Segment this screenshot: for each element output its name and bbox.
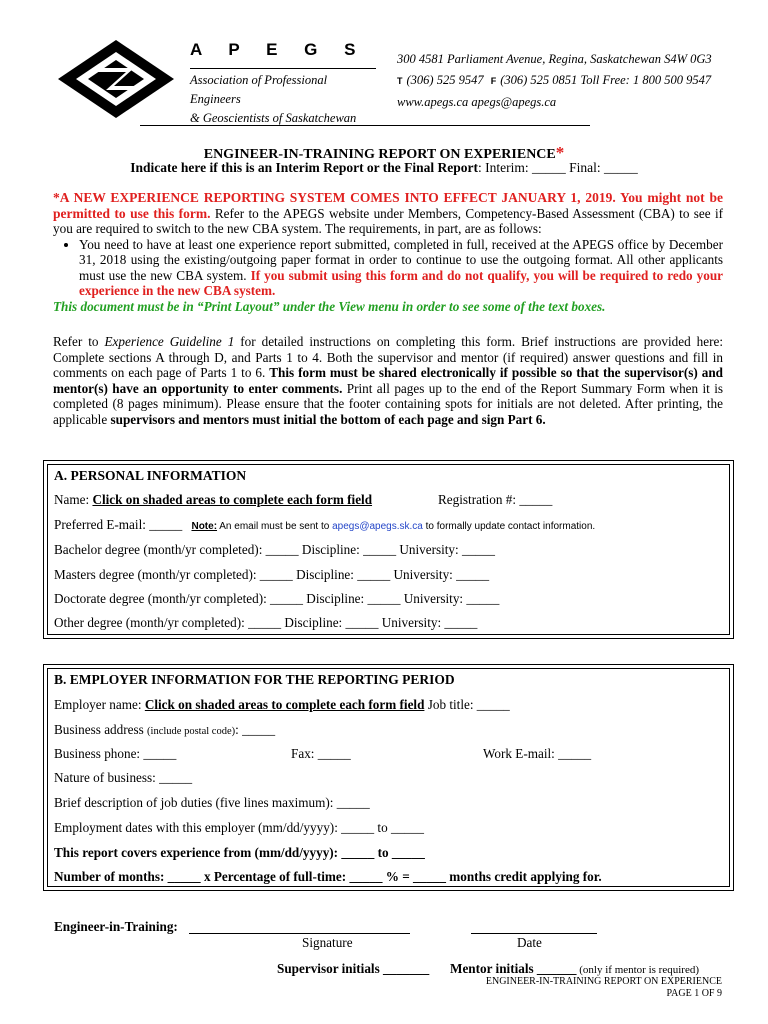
address-label: Business address — [54, 722, 148, 737]
header-divider — [140, 125, 590, 126]
form-title-text: ENGINEER-IN-TRAINING REPORT ON EXPERIENCE — [203, 147, 556, 162]
section-b-heading: B. EMPLOYER INFORMATION FOR THE REPORTING PERIOD — [54, 672, 455, 687]
fax-field[interactable]: Fax: _____ — [291, 746, 351, 761]
email-field[interactable]: Preferred E-mail: _____ — [54, 517, 183, 532]
address-hint: (include postal code) — [147, 726, 236, 737]
instr-sign: supervisors and mentors must initial the bottom of each page and sign Part 6. — [110, 411, 546, 427]
address: 300 4581 Parliament Avenue, Regina, Saskatchewan S4W 0G3 — [397, 52, 712, 66]
months-credit-field[interactable]: Number of months: _____ x Percentage of full-time: _____ % = _____ months credit applying for. — [54, 869, 602, 884]
employer-field[interactable]: Click on shaded areas to complete each form field — [144, 697, 425, 712]
org-name — [190, 68, 376, 128]
nature-of-business-field[interactable]: Nature of business: _____ — [54, 770, 193, 785]
note-email-link[interactable]: apegs@apegs.sk.ca — [332, 521, 423, 532]
signature-caption: Signature — [302, 935, 353, 950]
notice-bullets — [53, 237, 723, 299]
doctorate-row[interactable]: Doctorate degree (month/yr completed): _____ Discipline: _____ University: _____ — [54, 591, 500, 606]
mentor-initials-row — [450, 961, 699, 977]
title-asterisk: * — [555, 143, 565, 162]
name-label: Name: — [54, 492, 93, 507]
page-number: PAGE 1 OF 9 — [666, 988, 722, 999]
report-type-line — [0, 160, 768, 176]
note-label: Note: — [191, 521, 218, 532]
work-email-field[interactable]: Work E-mail: _____ — [483, 746, 592, 761]
notice-red-heading: *A NEW EXPERIENCE REPORTING SYSTEM COMES INTO EFFECT JANUARY 1, 2019. You might not be permitted to use this form. — [53, 190, 723, 221]
signature-line[interactable] — [189, 933, 410, 934]
registration-field[interactable]: Registration #: _____ — [438, 492, 553, 507]
employer-label: Employer name: — [54, 697, 145, 712]
email-row — [54, 517, 595, 533]
fax-label: F — [490, 76, 497, 86]
report-type-prompt: Indicate here if this is an Interim Report or the Final Report — [130, 160, 479, 175]
instr-4: Print all pages up to the end of the Report Summary Form when it is completed (8 pages minimum). Please ensure that the footer containing spots for initials are not deleted. After printing, the applicable — [53, 380, 723, 427]
mentor-note: (only if mentor is required) — [576, 964, 699, 976]
notice-text: Refer to the APEGS website under Members, Competency-Based Assessment (CBA) to see if you are required to switch to the new CBA system. The requirements, in part, are as follows: — [53, 205, 723, 236]
footer-title: ENGINEER-IN-TRAINING REPORT ON EXPERIENCE — [485, 976, 722, 987]
brand-name: A P E G S — [190, 40, 367, 59]
apegs-logo — [56, 38, 176, 120]
job-title-field[interactable]: Job title: _____ — [424, 697, 510, 712]
note-text-2: to formally update contact information. — [422, 521, 596, 532]
print-layout-note: This document must be in “Print Layout” under the View menu in order to see some of the text boxes. — [53, 298, 606, 314]
phone-line — [397, 70, 712, 92]
web-line: www.apegs.ca apegs@apegs.ca — [397, 95, 557, 109]
notice-bullet — [79, 237, 723, 299]
section-a-heading: A. PERSONAL INFORMATION — [54, 468, 247, 483]
address-field[interactable]: : _____ — [235, 722, 276, 737]
note-text: An email must be sent to — [217, 521, 333, 532]
fax: (306) 525 0851 Toll Free: 1 800 500 9547 — [500, 73, 712, 87]
org-line-2: & Geoscientists of Saskatchewan — [190, 111, 357, 125]
date-line[interactable] — [471, 933, 597, 934]
bullet-text: You need to have at least one experience report submitted, completed in full, received at the APEGS office by December 31, 2018 using the existing/outgoing paper format in order to continue to use the outgoing format. All other applicants must use the new CBA system. — [79, 236, 723, 283]
cba-notice — [53, 190, 723, 314]
business-address-row[interactable] — [54, 722, 275, 738]
eit-label: Engineer-in-Training: — [54, 919, 178, 934]
job-duties-field[interactable]: Brief description of job duties (five lines maximum): _____ — [54, 795, 370, 810]
employer-row — [54, 697, 510, 713]
masters-row[interactable]: Masters degree (month/yr completed): _____ Discipline: _____ University: _____ — [54, 567, 490, 582]
bachelor-row[interactable]: Bachelor degree (month/yr completed): _____ Discipline: _____ University: _____ — [54, 542, 495, 557]
instr-2: for detailed instructions on completing this form. Brief instructions are provided here: Complete sections A through D, and Parts 1 to 4. Both the supervisor and mentor (if required) answer questions and fill in comments on each page of Parts 1 to 6. — [53, 334, 723, 380]
instr-share: This form must be shared electronically if possible so that the supervisor(s) and mentor(s) have an opportunity to enter comments. — [53, 365, 723, 396]
phone-label: T — [397, 76, 403, 86]
mentor-initials[interactable]: Mentor initials ______ — [450, 961, 577, 976]
name-field[interactable]: Click on shaded areas to complete each form field — [92, 492, 373, 507]
name-row — [54, 492, 372, 508]
contact-block — [397, 49, 712, 113]
report-type-fields[interactable]: : Interim: _____ Final: _____ — [478, 160, 638, 175]
experience-period-field[interactable]: This report covers experience from (mm/dd/yyyy): _____ to _____ — [54, 845, 425, 860]
date-caption: Date — [517, 935, 542, 950]
instr-1: Refer to — [53, 334, 105, 349]
other-degree-row[interactable]: Other degree (month/yr completed): _____ Discipline: _____ University: _____ — [54, 615, 478, 630]
page-footer — [486, 976, 722, 1000]
business-phone-field[interactable]: Business phone: _____ — [54, 746, 177, 761]
org-line-1: Association of Professional Engineers — [190, 73, 328, 106]
instructions — [53, 334, 723, 427]
bullet-warning: If you submit using this form and do not qualify, you will be required to redo your experience in the new CBA system. — [79, 267, 724, 298]
phone: (306) 525 9547 — [406, 73, 484, 87]
employment-dates-field[interactable]: Employment dates with this employer (mm/dd/yyyy): _____ to _____ — [54, 820, 424, 835]
supervisor-initials[interactable]: Supervisor initials _______ — [277, 961, 430, 976]
guideline-ref: Experience Guideline 1 — [104, 334, 235, 349]
